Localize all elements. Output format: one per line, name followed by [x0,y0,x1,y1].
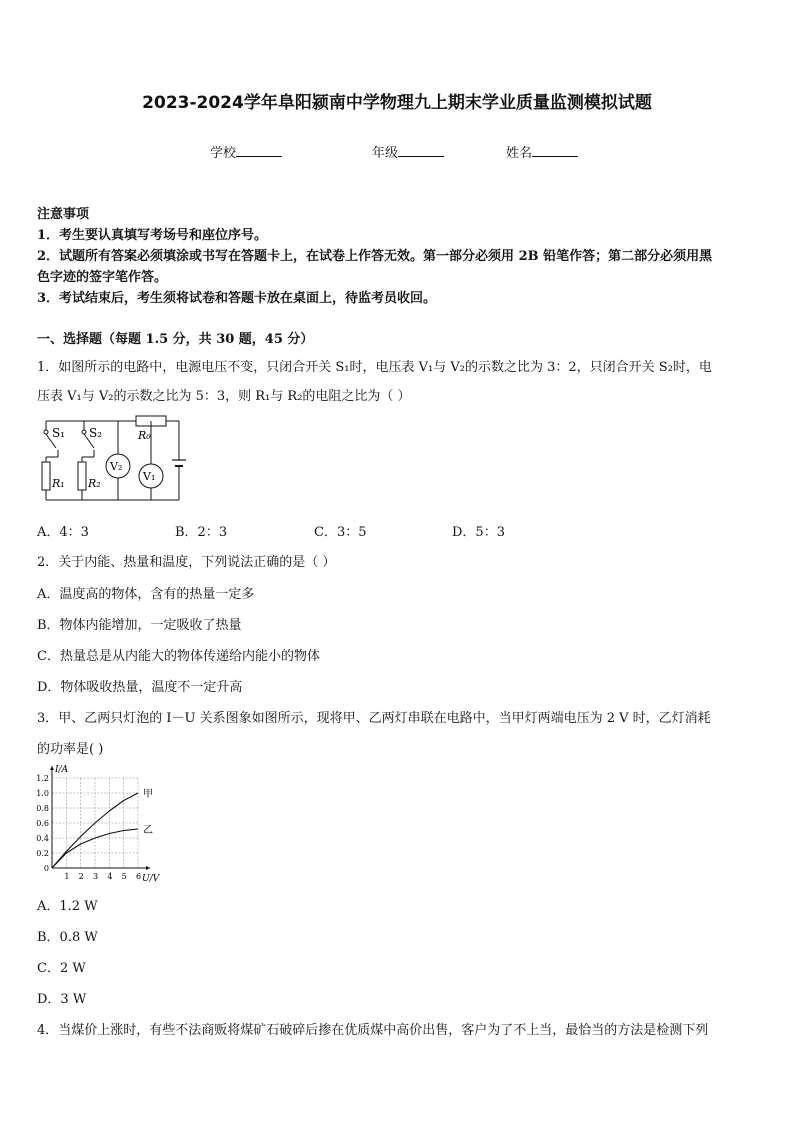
x-tick-label: 6 [136,872,142,881]
note-item: 1．考生要认真填写考场号和座位序号。 [37,228,268,243]
y-tick-label: 1.2 [36,774,49,783]
q1-circuit-diagram [36,412,186,504]
q2-option-a[interactable]: A．温度高的物体，含有的热量一定多 [37,587,255,602]
y-tick-label: 0.2 [36,849,49,858]
y-tick-label: 0.4 [36,834,49,843]
q3-iu-chart [30,762,170,886]
q3-option-d[interactable]: D．3 W [37,992,87,1007]
s1-label: S₁ [52,426,66,440]
q2-stem: 2．关于内能、热量和温度，下列说法正确的是（ ） [37,555,336,570]
r2-label: R₂ [88,477,101,490]
q3-stem-line1: 3．甲、乙两只灯泡的 I－U 关系图象如图所示，现将甲、乙两灯串联在电路中，当甲灯两端电压为 2 V 时，乙灯消耗 [37,711,711,726]
x-tick-label: 1 [64,872,70,881]
q1-option-a[interactable]: A．4：3 [37,525,89,540]
name-blank[interactable] [532,144,578,157]
note-item: 3．考试结束后，考生须将试卷和答题卡放在桌面上，待监考员收回。 [37,291,437,306]
school-field[interactable] [210,142,282,161]
q3-option-a[interactable]: A．1.2 W [37,899,98,914]
q1-option-b[interactable]: B．2：3 [175,525,228,540]
q4-stem-line1: 4．当煤价上涨时，有些不法商贩将煤矿石破碎后掺在优质煤中高价出售，客户为了不上当，最恰当的方法是检测下列 [37,1023,709,1038]
x-tick-label: 5 [121,872,127,881]
y-axis-label: I/A [55,765,69,775]
q3-option-c[interactable]: C．2 W [37,961,86,976]
y-tick-label: 0.8 [36,804,49,813]
q1-stem-line1: 1．如图所示的电路中，电源电压不变，只闭合开关 S₁时，电压表 V₁与 V₂的示数之比为 3：2，只闭合开关 S₂时，电 [37,360,712,375]
notes-heading: 注意事项 [37,207,90,222]
series-label: 乙 [143,825,153,836]
school-blank[interactable] [236,144,282,157]
q2-option-d[interactable]: D．物体吸收热量，温度不一定升高 [37,680,243,695]
r1-label: R₁ [52,477,65,490]
section-heading: 一、选择题（每题 1.5 分，共 30 题，45 分） [37,332,314,347]
page-title: 2023-2024学年阜阳颍南中学物理九上期末学业质量监测模拟试题 [142,93,652,113]
x-tick-label: 4 [107,872,113,881]
q1-stem-line2: 压表 V₁与 V₂的示数之比为 5：3，则 R₁与 R₂的电阻之比为（ ） [37,389,411,404]
v2-label: V₂ [110,460,123,473]
note-item: 色字迹的签字笔作答。 [37,270,168,285]
q1-option-d[interactable]: D．5：3 [452,525,505,540]
q2-option-b[interactable]: B．物体内能增加，一定吸收了热量 [37,618,242,633]
school-label: 学校 [210,146,237,161]
y-tick-label: 0.6 [36,819,49,828]
x-tick-label: 3 [93,872,99,881]
s2-label: S₂ [89,426,103,440]
q3-option-b[interactable]: B．0.8 W [37,930,98,945]
r0-label: R₀ [138,429,151,442]
name-label: 姓名 [506,146,533,161]
y-tick-label: 0 [43,864,49,873]
x-axis-label: U/V [142,874,160,884]
grade-label: 年级 [372,146,399,161]
note-item: 2．试题所有答案必须填涂或书写在答题卡上，在试卷上作答无效。第一部分必须用 2B 铅笔作答；第二部分必须用黑 [37,249,713,264]
v1-label: V₁ [143,470,156,483]
grade-field[interactable] [372,142,444,161]
name-field[interactable] [506,142,578,161]
x-tick-label: 2 [78,872,84,881]
grade-blank[interactable] [398,144,444,157]
q3-stem-line2: 的功率是( ) [37,742,104,757]
q1-option-c[interactable]: C．3：5 [314,525,367,540]
y-tick-label: 1.0 [36,789,49,798]
x-axis-arrow [146,866,150,870]
q2-option-c[interactable]: C．热量总是从内能大的物体传递给内能小的物体 [37,649,320,664]
y-axis-arrow [50,766,54,770]
series-label: 甲 [143,789,153,800]
